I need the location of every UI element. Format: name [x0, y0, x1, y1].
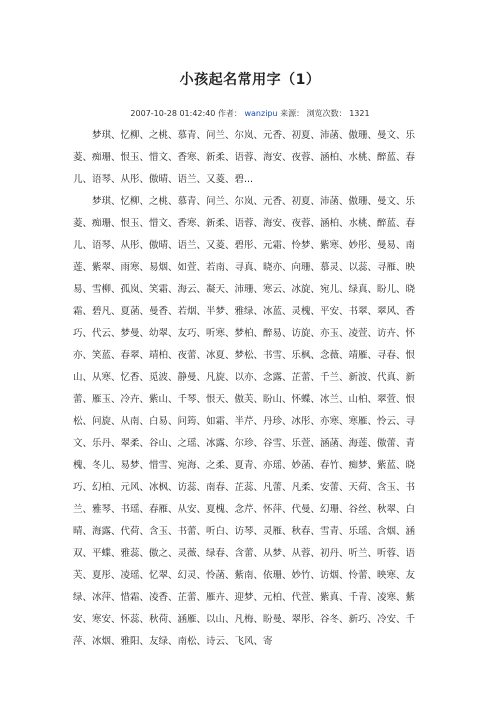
- views-count: 1321: [349, 109, 370, 118]
- page-title: 小孩起名常用字（1）: [179, 72, 321, 88]
- summary-paragraph: 梦琪、忆柳、之桃、慕青、问兰、尔岚、元香、初夏、沛菡、傲珊、曼文、乐菱、痴珊、恨玉、惜文、香寒、新柔、语蓉、海安、夜蓉、涵柏、水桃、醉蓝、春儿、语琴、从彤、傲晴、语兰、又菱、碧...: [73, 130, 416, 185]
- author-label: 作者：: [217, 109, 242, 118]
- publish-datetime: 2007-10-28 01:42:40: [130, 109, 216, 118]
- names-paragraph: 梦琪、忆柳、之桃、慕青、问兰、尔岚、元香、初夏、沛菡、傲珊、曼文、乐菱、痴珊、恨玉、惜文、香寒、新柔、语蓉、海安、夜蓉、涵柏、水桃、醉蓝、春儿、语琴、从彤、傲晴、语兰、又菱、碧彤、元霜、怜梦、紫寒、妙彤、曼易、南莲、紫翠、雨寒、易烟、如萱、若南、寻真、晓亦、向珊、慕灵、以蕊、寻雁、映易、雪柳、孤岚、笑霜、海云、凝天、沛珊、寒云、冰旋、宛儿、绿真、盼儿、晓霜、碧凡、夏菡、曼香、若烟、半梦、雅绿、冰蓝、灵槐、平安、书翠、翠风、香巧、代云、梦曼、幼翠、友巧、听寒、梦柏、醉易、访旋、亦玉、凌萱、访卉、怀亦、笑蓝、春翠、靖柏、夜蕾、冰夏、梦松、书雪、乐枫、念薇、靖雁、寻春、恨山、从寒、忆香、觅波、静曼、凡旋、以亦、念露、芷蕾、千兰、新波、代真、新蕾、雁玉、冷卉、紫山、千琴、恨天、傲芙、盼山、怀蝶、冰兰、山柏、翠萱、恨松、问旋、从南、白易、问筠、如霜、半芹、丹珍、冰彤、亦寒、寒雁、怜云、寻文、乐丹、翠柔、谷山、之瑶、冰露、尔珍、谷雪、乐萱、涵菡、海莲、傲蕾、青槐、冬儿、易梦、惜雪、宛海、之柔、夏青、亦瑶、妙菡、春竹、痴梦、紫蓝、晓巧、幻柏、元风、冰枫、访蕊、南春、芷蕊、凡蕾、凡柔、安蕾、天荷、含玉、书兰、雅琴、书瑶、春雁、从安、夏槐、念芹、怀萍、代曼、幻珊、谷丝、秋翠、白晴、海露、代荷、含玉、书蕾、听白、访琴、灵雁、秋春、雪青、乐瑶、含烟、涵双、平蝶、雅蕊、傲之、灵薇、绿春、含蕾、从梦、从蓉、初丹、听兰、听蓉、语芙、夏彤、凌瑶、忆翠、幻灵、怜菡、紫南、依珊、妙竹、访烟、怜蕾、映寒、友绿、冰萍、惜霜、凌香、芷蕾、雁卉、迎梦、元柏、代萱、紫真、千青、凌寒、紫安、寒安、怀蕊、秋荷、涵雁、以山、凡梅、盼曼、翠彤、谷冬、新巧、冷安、千萍、冰烟、雅阳、友绿、南松、诗云、飞风、寄: [73, 196, 416, 647]
- article-meta: [0, 108, 500, 119]
- source-label: 来源：: [280, 109, 305, 118]
- author-link[interactable]: wanzipu: [244, 109, 278, 118]
- views-label: 浏览次数：: [306, 109, 347, 118]
